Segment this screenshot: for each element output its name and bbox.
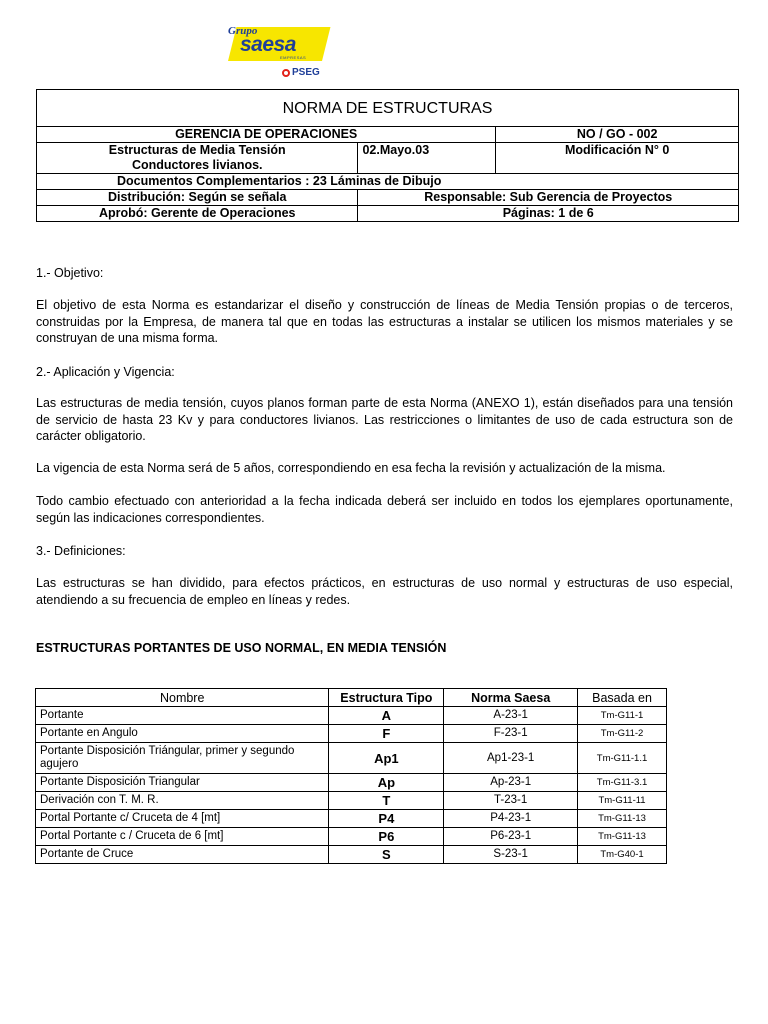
estructuras-line2: Conductores livianos.: [131, 158, 263, 172]
document-number: NO / GO - 002: [496, 127, 739, 143]
cell-norma: A-23-1: [444, 707, 578, 725]
cell-nombre: Portante Disposición Triangular: [36, 774, 329, 792]
section-2-paragraph-2: La vigencia de esta Norma será de 5 años, correspondiendo en esa fecha la revisión y actualización de la misma.: [36, 461, 666, 475]
distribucion-cell: Distribución: Según se señala: [37, 190, 358, 206]
table-row: [36, 774, 667, 792]
logo-grupo-text: Grupo: [228, 25, 258, 37]
table-row: [36, 743, 667, 774]
section-3-paragraph: Las estructuras se han dividido, para efectos prácticos, en estructuras de uso normal y estructuras de uso especial, atendiendo a su frecuencia de empleo en líneas y redes.: [36, 576, 733, 607]
cell-nombre: Portante Disposición Triángular, primer y segundo agujero: [36, 743, 329, 774]
table-row: [36, 828, 667, 846]
cell-tipo: Ap: [329, 774, 444, 792]
cell-norma: T-23-1: [444, 792, 578, 810]
cell-nombre: Portal Portante c / Cruceta de 6 [mt]: [36, 828, 329, 846]
cell-nombre: Derivación con T. M. R.: [36, 792, 329, 810]
responsable-cell: Responsable: Sub Gerencia de Proyectos: [358, 190, 739, 206]
estructuras-cell: [37, 143, 358, 174]
logo-empresas-text: EMPRESAS: [280, 55, 307, 60]
pseg-mark-icon: [282, 69, 290, 77]
cell-basada: Tm-G11-3.1: [578, 774, 667, 792]
cell-basada: Tm-G11-11: [578, 792, 667, 810]
section-1-title: 1.- Objetivo:: [36, 266, 104, 280]
section-2-paragraph-1: Las estructuras de media tensión, cuyos planos forman parte de esta Norma (ANEXO 1), están diseñados para una tensión de servicio de hasta 23 Kv y para conductores livianos. Las restricciones o limitantes de uso de cada estructura son de carácter obligatorio.: [36, 396, 733, 443]
column-header-basada-en: Basada en: [578, 689, 667, 707]
company-logo: [228, 25, 324, 81]
section-3-title: 3.- Definiciones:: [36, 544, 126, 558]
cell-basada: Tm-G11-1: [578, 707, 667, 725]
cell-nombre: Portante: [36, 707, 329, 725]
cell-tipo: A: [329, 707, 444, 725]
documentos-cell: Documentos Complementarios : 23 Láminas de Dibujo: [37, 174, 739, 190]
table-row: [36, 810, 667, 828]
cell-norma: S-23-1: [444, 846, 578, 864]
column-header-nombre: Nombre: [36, 689, 329, 707]
cell-nombre: Portante de Cruce: [36, 846, 329, 864]
document-date: 02.Mayo.03: [358, 143, 496, 174]
table-row: [36, 707, 667, 725]
cell-nombre: Portante en Angulo: [36, 725, 329, 743]
cell-nombre: Portal Portante c/ Cruceta de 4 [mt]: [36, 810, 329, 828]
cell-tipo: S: [329, 846, 444, 864]
structures-table: [35, 688, 667, 864]
modificacion-cell: Modificación N° 0: [496, 143, 739, 174]
section-2-title: 2.- Aplicación y Vigencia:: [36, 365, 175, 379]
section-1-paragraph: El objetivo de esta Norma es estandarizar el diseño y construcción de líneas de Media Tensión propias o de terceros, construidas por la Empresa, de manera tal que en todas las estructuras a instalar se utilicen los mismos materiales y se construyan de una misma forma.: [36, 298, 733, 345]
cell-norma: F-23-1: [444, 725, 578, 743]
structures-table-heading: ESTRUCTURAS PORTANTES DE USO NORMAL, EN MEDIA TENSIÓN: [36, 641, 447, 655]
cell-tipo: P4: [329, 810, 444, 828]
logo-brand-text: saesa: [240, 33, 296, 56]
document-header-table: [36, 89, 739, 222]
table-row: [36, 792, 667, 810]
column-header-estructura-tipo: Estructura Tipo: [329, 689, 444, 707]
cell-tipo: Ap1: [329, 743, 444, 774]
cell-basada: Tm-G40-1: [578, 846, 667, 864]
pseg-text: PSEG: [292, 67, 320, 78]
pseg-logo: [282, 67, 320, 78]
document-title: NORMA DE ESTRUCTURAS: [37, 90, 739, 127]
cell-tipo: T: [329, 792, 444, 810]
cell-tipo: P6: [329, 828, 444, 846]
table-header-row: [36, 689, 667, 707]
table-row: [36, 846, 667, 864]
column-header-norma-saesa: Norma Saesa: [444, 689, 578, 707]
cell-norma: P6-23-1: [444, 828, 578, 846]
cell-norma: Ap1-23-1: [444, 743, 578, 774]
table-row: [36, 725, 667, 743]
cell-basada: Tm-G11-1.1: [578, 743, 667, 774]
cell-tipo: F: [329, 725, 444, 743]
cell-norma: Ap-23-1: [444, 774, 578, 792]
gerencia-cell: GERENCIA DE OPERACIONES: [37, 127, 496, 143]
cell-basada: Tm-G11-13: [578, 828, 667, 846]
section-2-paragraph-3: Todo cambio efectuado con anterioridad a la fecha indicada deberá ser incluido en todos los ejemplares oportunamente, según las indicaciones correspondientes.: [36, 494, 733, 525]
cell-basada: Tm-G11-13: [578, 810, 667, 828]
estructuras-line1: Estructuras de Media Tensión: [108, 143, 286, 157]
cell-norma: P4-23-1: [444, 810, 578, 828]
cell-basada: Tm-G11-2: [578, 725, 667, 743]
paginas-cell: Páginas: 1 de 6: [358, 206, 739, 222]
aprobo-cell: Aprobó: Gerente de Operaciones: [37, 206, 358, 222]
